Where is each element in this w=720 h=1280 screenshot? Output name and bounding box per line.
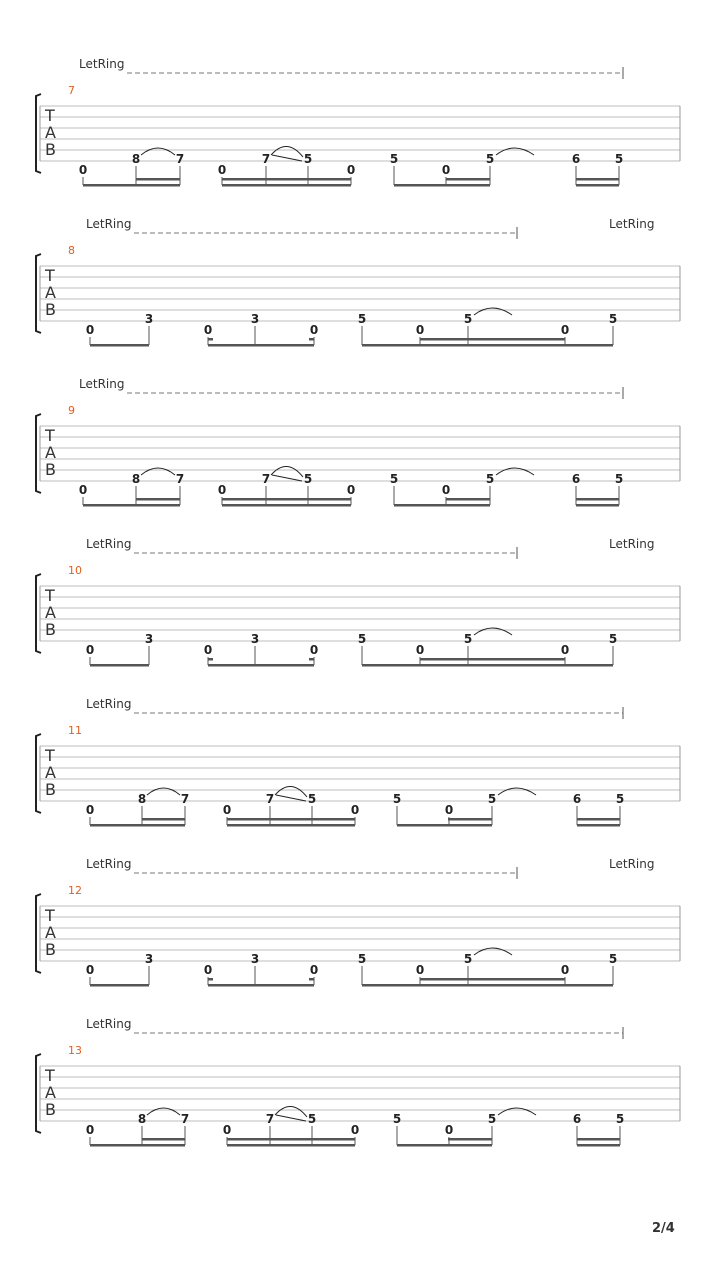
fret-number: 0 [350,1123,360,1137]
fret-number: 8 [137,1112,147,1126]
tie-arc [147,1108,180,1115]
beam [394,504,490,507]
fret-number: 8 [137,792,147,806]
fret-number: 0 [85,643,95,657]
fret-number: 5 [614,152,624,166]
fret-number: 0 [309,643,319,657]
fret-number: 0 [560,643,570,657]
fret-number: 0 [444,803,454,817]
fret-number: 3 [144,952,154,966]
letring-label: LetRing [609,857,655,871]
beam [468,664,613,667]
secondary-beam [576,498,619,501]
beam [90,664,149,667]
secondary-beam [222,498,351,501]
secondary-beam [420,978,468,981]
tab-clef-letter: B [45,460,56,479]
beam [227,824,355,827]
fret-number: 5 [608,952,618,966]
fret-number: 5 [303,472,313,486]
tie-arc [496,148,534,155]
tab-clef-letter: B [45,780,56,799]
fret-number: 5 [307,1112,317,1126]
beam [83,504,180,507]
beam [222,184,351,187]
tab-clef-letter: T [45,586,55,605]
tab-clef-letter: T [45,1066,55,1085]
tab-clef-letter: T [45,266,55,285]
secondary-beam [136,498,180,501]
fret-number: 3 [144,312,154,326]
letring-label: LetRing [86,217,132,231]
fret-number: 5 [357,952,367,966]
page-number: 2/4 [652,1221,675,1236]
secondary-beam [142,818,185,821]
beam [576,184,619,187]
fret-number: 0 [415,643,425,657]
slide-line [276,1115,306,1121]
fret-number: 6 [571,152,581,166]
tab-clef-letter: A [45,763,56,782]
beam [362,984,468,987]
fret-number: 5 [463,952,473,966]
tie-arc [496,468,534,475]
secondary-beam [468,978,565,981]
fret-number: 0 [222,1123,232,1137]
fret-number: 0 [350,803,360,817]
fret-number: 5 [608,632,618,646]
beam [468,984,613,987]
secondary-beam [446,178,490,181]
fret-number: 5 [389,152,399,166]
tab-clef-letter: B [45,940,56,959]
letring-label: LetRing [79,57,125,71]
tab-clef-letter: B [45,1100,56,1119]
tab-clef-letter: A [45,603,56,622]
beam [394,184,490,187]
tie-arc [474,308,512,315]
secondary-beam [468,658,565,661]
tab-clef-letter: A [45,923,56,942]
secondary-beam [446,498,490,501]
tie-arc [498,788,536,795]
fret-number: 7 [261,472,271,486]
fret-number: 5 [303,152,313,166]
fret-number: 0 [85,1123,95,1137]
secondary-beam [142,1138,185,1141]
bar-number: 9 [68,404,75,417]
letring-label: LetRing [86,1017,132,1031]
fret-number: 5 [608,312,618,326]
fret-number: 6 [572,1112,582,1126]
tab-system [36,1017,680,1147]
beam [83,184,180,187]
fret-number: 0 [203,963,213,977]
secondary-beam [309,978,314,981]
letring-label: LetRing [86,857,132,871]
tab-clef-letter: T [45,746,55,765]
fret-number: 0 [85,323,95,337]
secondary-beam [208,658,213,661]
fret-number: 6 [572,792,582,806]
bar-number: 13 [68,1044,82,1057]
fret-number: 5 [392,1112,402,1126]
secondary-beam [222,178,351,181]
fret-number: 5 [463,312,473,326]
tab-clef-letter: B [45,300,56,319]
fret-number: 7 [180,792,190,806]
fret-number: 5 [307,792,317,806]
fret-number: 5 [463,632,473,646]
beam [576,504,619,507]
fret-number: 0 [444,1123,454,1137]
fret-number: 0 [309,963,319,977]
bar-number: 10 [68,564,82,577]
fret-number: 5 [615,1112,625,1126]
fret-number: 0 [217,163,227,177]
tab-system [36,857,680,987]
beam [208,984,314,987]
bar-number: 8 [68,244,75,257]
fret-number: 5 [487,1112,497,1126]
secondary-beam [448,818,492,821]
fret-number: 0 [560,963,570,977]
tab-clef-letter: T [45,906,55,925]
fret-number: 5 [389,472,399,486]
tie-arc [498,1108,536,1115]
fret-number: 5 [392,792,402,806]
secondary-beam [309,338,314,341]
beam [222,504,351,507]
fret-number: 5 [614,472,624,486]
fret-number: 0 [78,163,88,177]
fret-number: 7 [265,1112,275,1126]
tab-clef-letter: A [45,123,56,142]
fret-number: 0 [415,963,425,977]
beam [362,664,468,667]
tie-arc [141,468,175,475]
tie-arc [141,148,175,155]
letring-label: LetRing [609,217,655,231]
fret-number: 0 [203,643,213,657]
fret-number: 5 [615,792,625,806]
tab-system [36,537,680,667]
bar-number: 12 [68,884,82,897]
secondary-beam [468,338,565,341]
fret-number: 0 [78,483,88,497]
tab-clef-letter: A [45,283,56,302]
fret-number: 8 [131,152,141,166]
fret-number: 5 [357,632,367,646]
slide-line [272,475,302,481]
tie-arc [474,628,512,635]
tab-clef-letter: B [45,620,56,639]
beam [208,664,314,667]
beam [577,824,620,827]
tie-arc [474,948,512,955]
fret-number: 0 [346,483,356,497]
fret-number: 3 [144,632,154,646]
secondary-beam [227,818,355,821]
tab-clef-letter: B [45,140,56,159]
secondary-beam [208,338,213,341]
fret-number: 5 [357,312,367,326]
beam [468,344,613,347]
fret-number: 3 [250,312,260,326]
fret-number: 0 [346,163,356,177]
fret-number: 0 [415,323,425,337]
secondary-beam [136,178,180,181]
fret-number: 0 [560,323,570,337]
fret-number: 7 [180,1112,190,1126]
beam [90,1144,185,1147]
tab-clef-letter: T [45,106,55,125]
slide-line [276,795,306,801]
tab-clef-letter: A [45,1083,56,1102]
fret-number: 5 [485,472,495,486]
fret-number: 7 [175,472,185,486]
fret-number: 8 [131,472,141,486]
fret-number: 0 [217,483,227,497]
fret-number: 6 [571,472,581,486]
bar-number: 11 [68,724,82,737]
tab-system [36,377,680,507]
secondary-beam [208,978,213,981]
secondary-beam [577,818,620,821]
fret-number: 3 [250,952,260,966]
fret-number: 0 [222,803,232,817]
tab-clef-letter: A [45,443,56,462]
secondary-beam [227,1138,355,1141]
bar-number: 7 [68,84,75,97]
letring-label: LetRing [609,537,655,551]
beam [90,984,149,987]
beam [362,344,468,347]
beam [397,824,492,827]
fret-number: 0 [441,163,451,177]
beam [90,344,149,347]
fret-number: 7 [261,152,271,166]
fret-number: 5 [487,792,497,806]
secondary-beam [576,178,619,181]
tab-system [36,217,680,347]
tab-system [36,697,680,827]
fret-number: 7 [175,152,185,166]
fret-number: 0 [85,803,95,817]
tab-clef-letter: T [45,426,55,445]
secondary-beam [309,658,314,661]
fret-number: 0 [441,483,451,497]
secondary-beam [577,1138,620,1141]
secondary-beam [420,658,468,661]
letring-label: LetRing [86,697,132,711]
beam [227,1144,355,1147]
secondary-beam [420,338,468,341]
fret-number: 7 [265,792,275,806]
beam [208,344,314,347]
fret-number: 5 [485,152,495,166]
beam [577,1144,620,1147]
tab-system [36,57,680,187]
fret-number: 0 [309,323,319,337]
beam [397,1144,492,1147]
fret-number: 0 [85,963,95,977]
fret-number: 0 [203,323,213,337]
slide-line [272,155,302,161]
letring-label: LetRing [86,537,132,551]
secondary-beam [448,1138,492,1141]
beam [90,824,185,827]
fret-number: 3 [250,632,260,646]
tie-arc [147,788,180,795]
letring-label: LetRing [79,377,125,391]
